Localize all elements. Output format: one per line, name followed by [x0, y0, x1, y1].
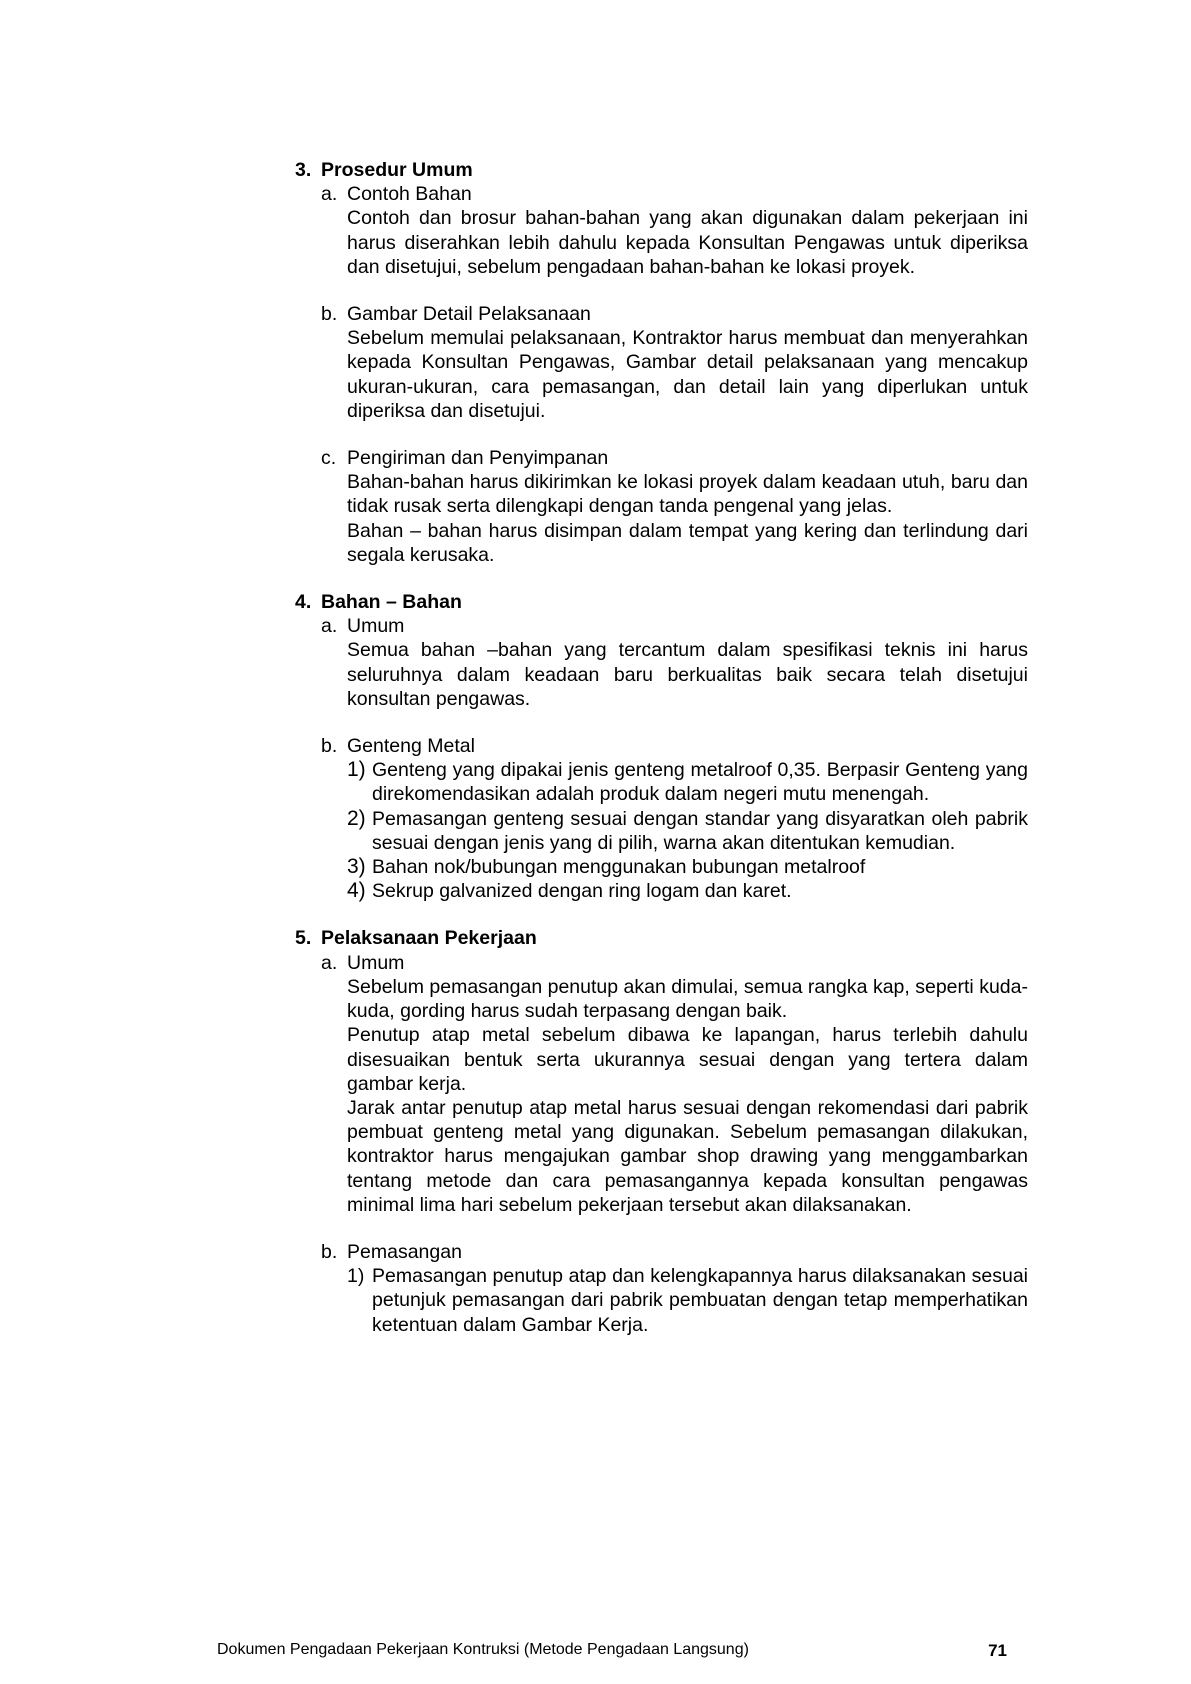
- subsection-body: [347, 206, 1028, 279]
- list-item: [347, 855, 1028, 879]
- subsection-body: [347, 326, 1028, 423]
- subsection-umum: [321, 951, 1028, 1217]
- numbered-list: [347, 1264, 1028, 1337]
- list-item-text: Bahan nok/bubungan menggunakan bubungan metalroof: [372, 856, 866, 879]
- list-item: [347, 1264, 1028, 1337]
- subsection-heading: [321, 446, 1028, 470]
- paragraph: Semua bahan –bahan yang tercantum dalam spesifikasi teknis ini harus seluruhnya dalam keadaan baru berkualitas baik secara telah disetujui konsultan pengawas.: [347, 639, 1028, 710]
- subsection-letter: b.: [321, 303, 338, 326]
- list-item-number: 1): [347, 758, 366, 782]
- list-item-number: 2): [347, 806, 366, 830]
- subsection-title: Contoh Bahan: [347, 183, 472, 206]
- section-title: Pelaksanaan Pekerjaan: [321, 927, 537, 950]
- subsection-title: Umum: [347, 951, 405, 974]
- list-item-text: Sekrup galvanized dengan ring logam dan karet.: [372, 880, 792, 903]
- section-heading: [295, 590, 1028, 614]
- subsection-letter: a.: [321, 951, 338, 974]
- section-heading: [295, 926, 1028, 950]
- subsection-heading: [321, 734, 1028, 758]
- page-footer: [217, 1641, 1007, 1661]
- subsection-heading: [321, 302, 1028, 326]
- subsection-title: Pengiriman dan Penyimpanan: [347, 447, 609, 470]
- section-bahan-bahan: [295, 590, 1028, 903]
- subsection-letter: a.: [321, 615, 338, 638]
- section-pelaksanaan-pekerjaan: [295, 926, 1028, 1336]
- subsection-title: Gambar Detail Pelaksanaan: [347, 303, 591, 326]
- subsection-body: [347, 470, 1028, 567]
- subsection-title: Pemasangan: [347, 1240, 462, 1263]
- subsection-contoh-bahan: [321, 182, 1028, 279]
- subsection-heading: [321, 951, 1028, 975]
- subsection-pemasangan: [321, 1240, 1028, 1337]
- numbered-list: [347, 758, 1028, 903]
- list-item-number: 4): [347, 879, 366, 903]
- paragraph: Penutup atap metal sebelum dibawa ke lapangan, harus terlebih dahulu disesuaikan bentuk serta ukurannya sesuai dengan yang tertera dalam gambar kerja.: [347, 1024, 1028, 1095]
- list-item: [347, 879, 1028, 903]
- section-number: 5.: [295, 927, 312, 950]
- section-title: Prosedur Umum: [321, 159, 473, 181]
- list-item-text: Pemasangan penutup atap dan kelengkapannya harus dilaksanakan sesuai petunjuk pemasangan dari pabrik pembuatan dengan tetap memperhatikan ketentuan dalam Gambar Kerja.: [372, 1265, 1028, 1336]
- paragraph: Sebelum memulai pelaksanaan, Kontraktor harus membuat dan menyerahkan kepada Konsultan Pengawas, Gambar detail pelaksanaan yang mencakup ukuran-ukuran, cara pemasangan, dan detail lain yang diperlukan untuk diperiksa dan disetujui.: [347, 327, 1028, 422]
- section-number: 3.: [295, 159, 312, 181]
- section-heading: [295, 158, 1028, 182]
- page-number: 71: [988, 1641, 1007, 1660]
- subsection-title: Genteng Metal: [347, 735, 475, 758]
- subsection-genteng-metal: [321, 734, 1028, 903]
- subsection-letter: a.: [321, 183, 338, 206]
- subsection-pengiriman: [321, 446, 1028, 567]
- paragraph: Sebelum pemasangan penutup akan dimulai, semua rangka kap, seperti kuda-kuda, gording harus sudah terpasang dengan baik.: [347, 975, 1028, 1023]
- list-item-number: 3): [347, 855, 366, 879]
- subsection-umum: [321, 614, 1028, 711]
- subsection-title: Umum: [347, 615, 405, 638]
- footer-document-title: Dokumen Pengadaan Pekerjaan Kontruksi (Metode Pengadaan Langsung): [217, 1641, 749, 1658]
- section-prosedur-umum: [295, 158, 1028, 567]
- subsection-letter: b.: [321, 735, 338, 758]
- list-item-number: 1): [347, 1265, 365, 1288]
- subsection-heading: [321, 614, 1028, 638]
- subsection-body: [347, 975, 1028, 1217]
- subsection-letter: b.: [321, 1240, 338, 1263]
- section-number: 4.: [295, 591, 312, 614]
- subsection-heading: [321, 1240, 1028, 1264]
- list-item: [347, 807, 1028, 855]
- subsection-gambar-detail: [321, 302, 1028, 423]
- subsection-body: [347, 638, 1028, 711]
- paragraph: Contoh dan brosur bahan-bahan yang akan digunakan dalam pekerjaan ini harus diserahkan lebih dahulu kepada Konsultan Pengawas untuk diperiksa dan disetujui, sebelum pengadaan bahan-bahan ke lokasi proyek.: [347, 207, 1028, 278]
- paragraph: Jarak antar penutup atap metal harus sesuai dengan rekomendasi dari pabrik pembuat genteng metal yang digunakan. Sebelum pemasangan dilakukan, kontraktor harus mengajukan gambar shop drawing yang menggambarkan tentang metode dan cara pemasangannya kepada konsultan pengawas minimal lima hari sebelum pekerjaan tersebut akan dilaksanakan.: [347, 1096, 1028, 1216]
- subsection-letter: c.: [321, 447, 337, 470]
- list-item-text: Genteng yang dipakai jenis genteng metalroof 0,35. Berpasir Genteng yang direkomendasikan adalah produk dalam negeri mutu menengah.: [372, 759, 1028, 806]
- subsection-heading: [321, 182, 1028, 206]
- paragraph: Bahan – bahan harus disimpan dalam tempat yang kering dan terlindung dari segala kerusaka.: [347, 519, 1028, 566]
- section-title: Bahan – Bahan: [321, 591, 462, 614]
- page-content: [295, 158, 1028, 1337]
- list-item-text: Pemasangan genteng sesuai dengan standar yang disyaratkan oleh pabrik sesuai dengan jenis yang di pilih, warna akan ditentukan kemudian.: [372, 807, 1028, 854]
- paragraph: Bahan-bahan harus dikirimkan ke lokasi proyek dalam keadaan utuh, baru dan tidak rusak serta dilengkapi dengan tanda pengenal yang jelas.: [347, 471, 1028, 518]
- list-item: [347, 758, 1028, 806]
